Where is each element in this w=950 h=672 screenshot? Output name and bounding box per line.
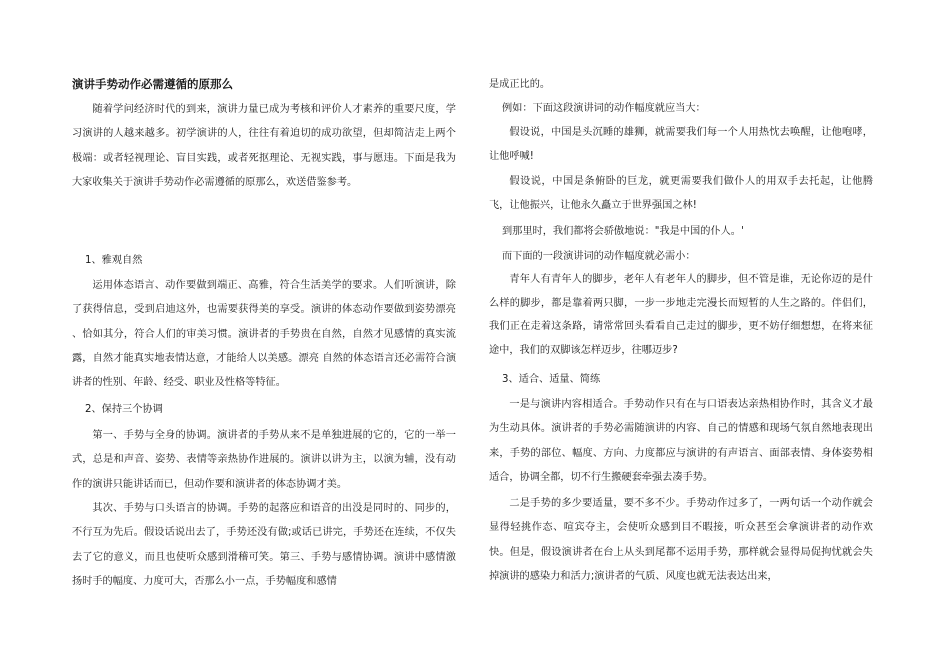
section2-para2-continuation: 是成正比的。 [489,79,551,90]
example-intro: 例如：下面这段演讲词的动作幅度就应当大： [502,103,706,114]
section2-para1: 第一、手势与全身的协调。演讲者的手势从来不是单独进展的它的，它的一举一式，总是和声音、姿势、表情等亲热协作进展的。演讲以讲为主，以演为辅，没有动作的演讲只能讲话而已，但动作要和演讲者的体态协调才美。 [72,430,456,490]
example-paragraph-3: 到那里时，我们都将会骄傲地说："我是中国的仆人。' [502,226,744,237]
example-paragraph-2: 假设说，中国是条俯卧的巨龙，就更需要我们做仆人的用双手去托起，让他腾飞，让他振兴，让他永久矗立于世界强国之林! [489,176,873,211]
section2-para2: 其次、手势与口头语言的协调。手势的起落应和语音的出没是同时的、同步的，不行互为先后。假设话说出去了，手势还没有做;或话已讲完，手势还在连续，不仅失去了它的意义，而且也使听众感到滑稽可笑。第三、手势与感情协调。演讲中感情激扬时手的幅度、力度可大，否那么小一点，手势幅度和感情 [72,503,456,587]
document-title: 演讲手势动作必需遵循的原那么 [72,77,233,91]
section1-body: 运用体态语言、动作要做到端正、高雅，符合生活美学的要求。人们听演讲，除了获得信息，受到启迪这外，也需要获得美的享受。演讲的体态动作要做到姿势漂亮 、恰如其分，符合人们的审美习惯。演讲者的手势贵在自然，自然才见感情的真实流露，自然才能真实地表情达意，才能给人以美感。漂亮 自然的体态语言还必需符合演讲者的性别、年龄、经受、职业及性格等特征。 [72,280,456,389]
example-small-paragraph: 青年人有青年人的脚步，老年人有老年人的脚步，但不管是谁，无论你迈的是什么样的脚步，都是靠着两只脚，一步一步地走完漫长而短暂的人生之路的。伴侣们，我们正在走着这条路，请常常回头看看自己走过的脚步，更不妨仔细想想，在将来征途中，我们的双脚该怎样迈步，往哪迈步? [489,274,873,356]
example-small-intro: 而下面的一段演讲词的动作幅度就必需小： [502,251,696,262]
intro-paragraph: 随着学问经济时代的到来，演讲力量已成为考核和评价人才素养的重要尺度，学习演讲的人越来越多。初学演讲的人，往往有着迫切的成功欲望，但却简洁走上两个极端：或者轻视理论、盲目实践，或者死抠理论、无视实践，事与愿违。下面是我为大家收集关于演讲手势动作必需遵循的原那么，欢送借鉴参考。 [72,104,456,188]
example-paragraph-1: 假设说，中国是头沉睡的雄狮，就需要我们每一个人用热忱去唤醒，让他咆哮，让他呼喊! [489,127,873,162]
section1-heading: 1、雅观自然 [85,255,143,266]
section3-para2: 二是手势的多少要适量，要不多不少。手势动作过多了，一两句话一个动作就会显得轻挑作态、喧宾夺主，会使听众感到目不暇接，听众甚至会拿演讲者的动作欢快。但是，假设演讲者在台上从头到尾都不运用手势，那样就会显得局促拘忧就会失掉演讲的感染力和活力;演讲者的气质、风度也就无法表达出来， [489,498,873,582]
section2-heading: 2、保持三个协调 [85,404,163,415]
section3-heading: 3、适合、适量、简练 [502,374,601,385]
section3-para1: 一是与演讲内容相适合。手势动作只有在与口语表达亲热相协作时，其含义才最为生动具体。演讲者的手势必需随演讲的内容、自己的情感和现场气氛自然地表现出来，手势的部位、幅度、方向、力度都应与演讲的有声语言、面部表情、身体姿势相适合，协调全都，切不行生搬硬套牵强去凑手势。 [489,399,873,483]
